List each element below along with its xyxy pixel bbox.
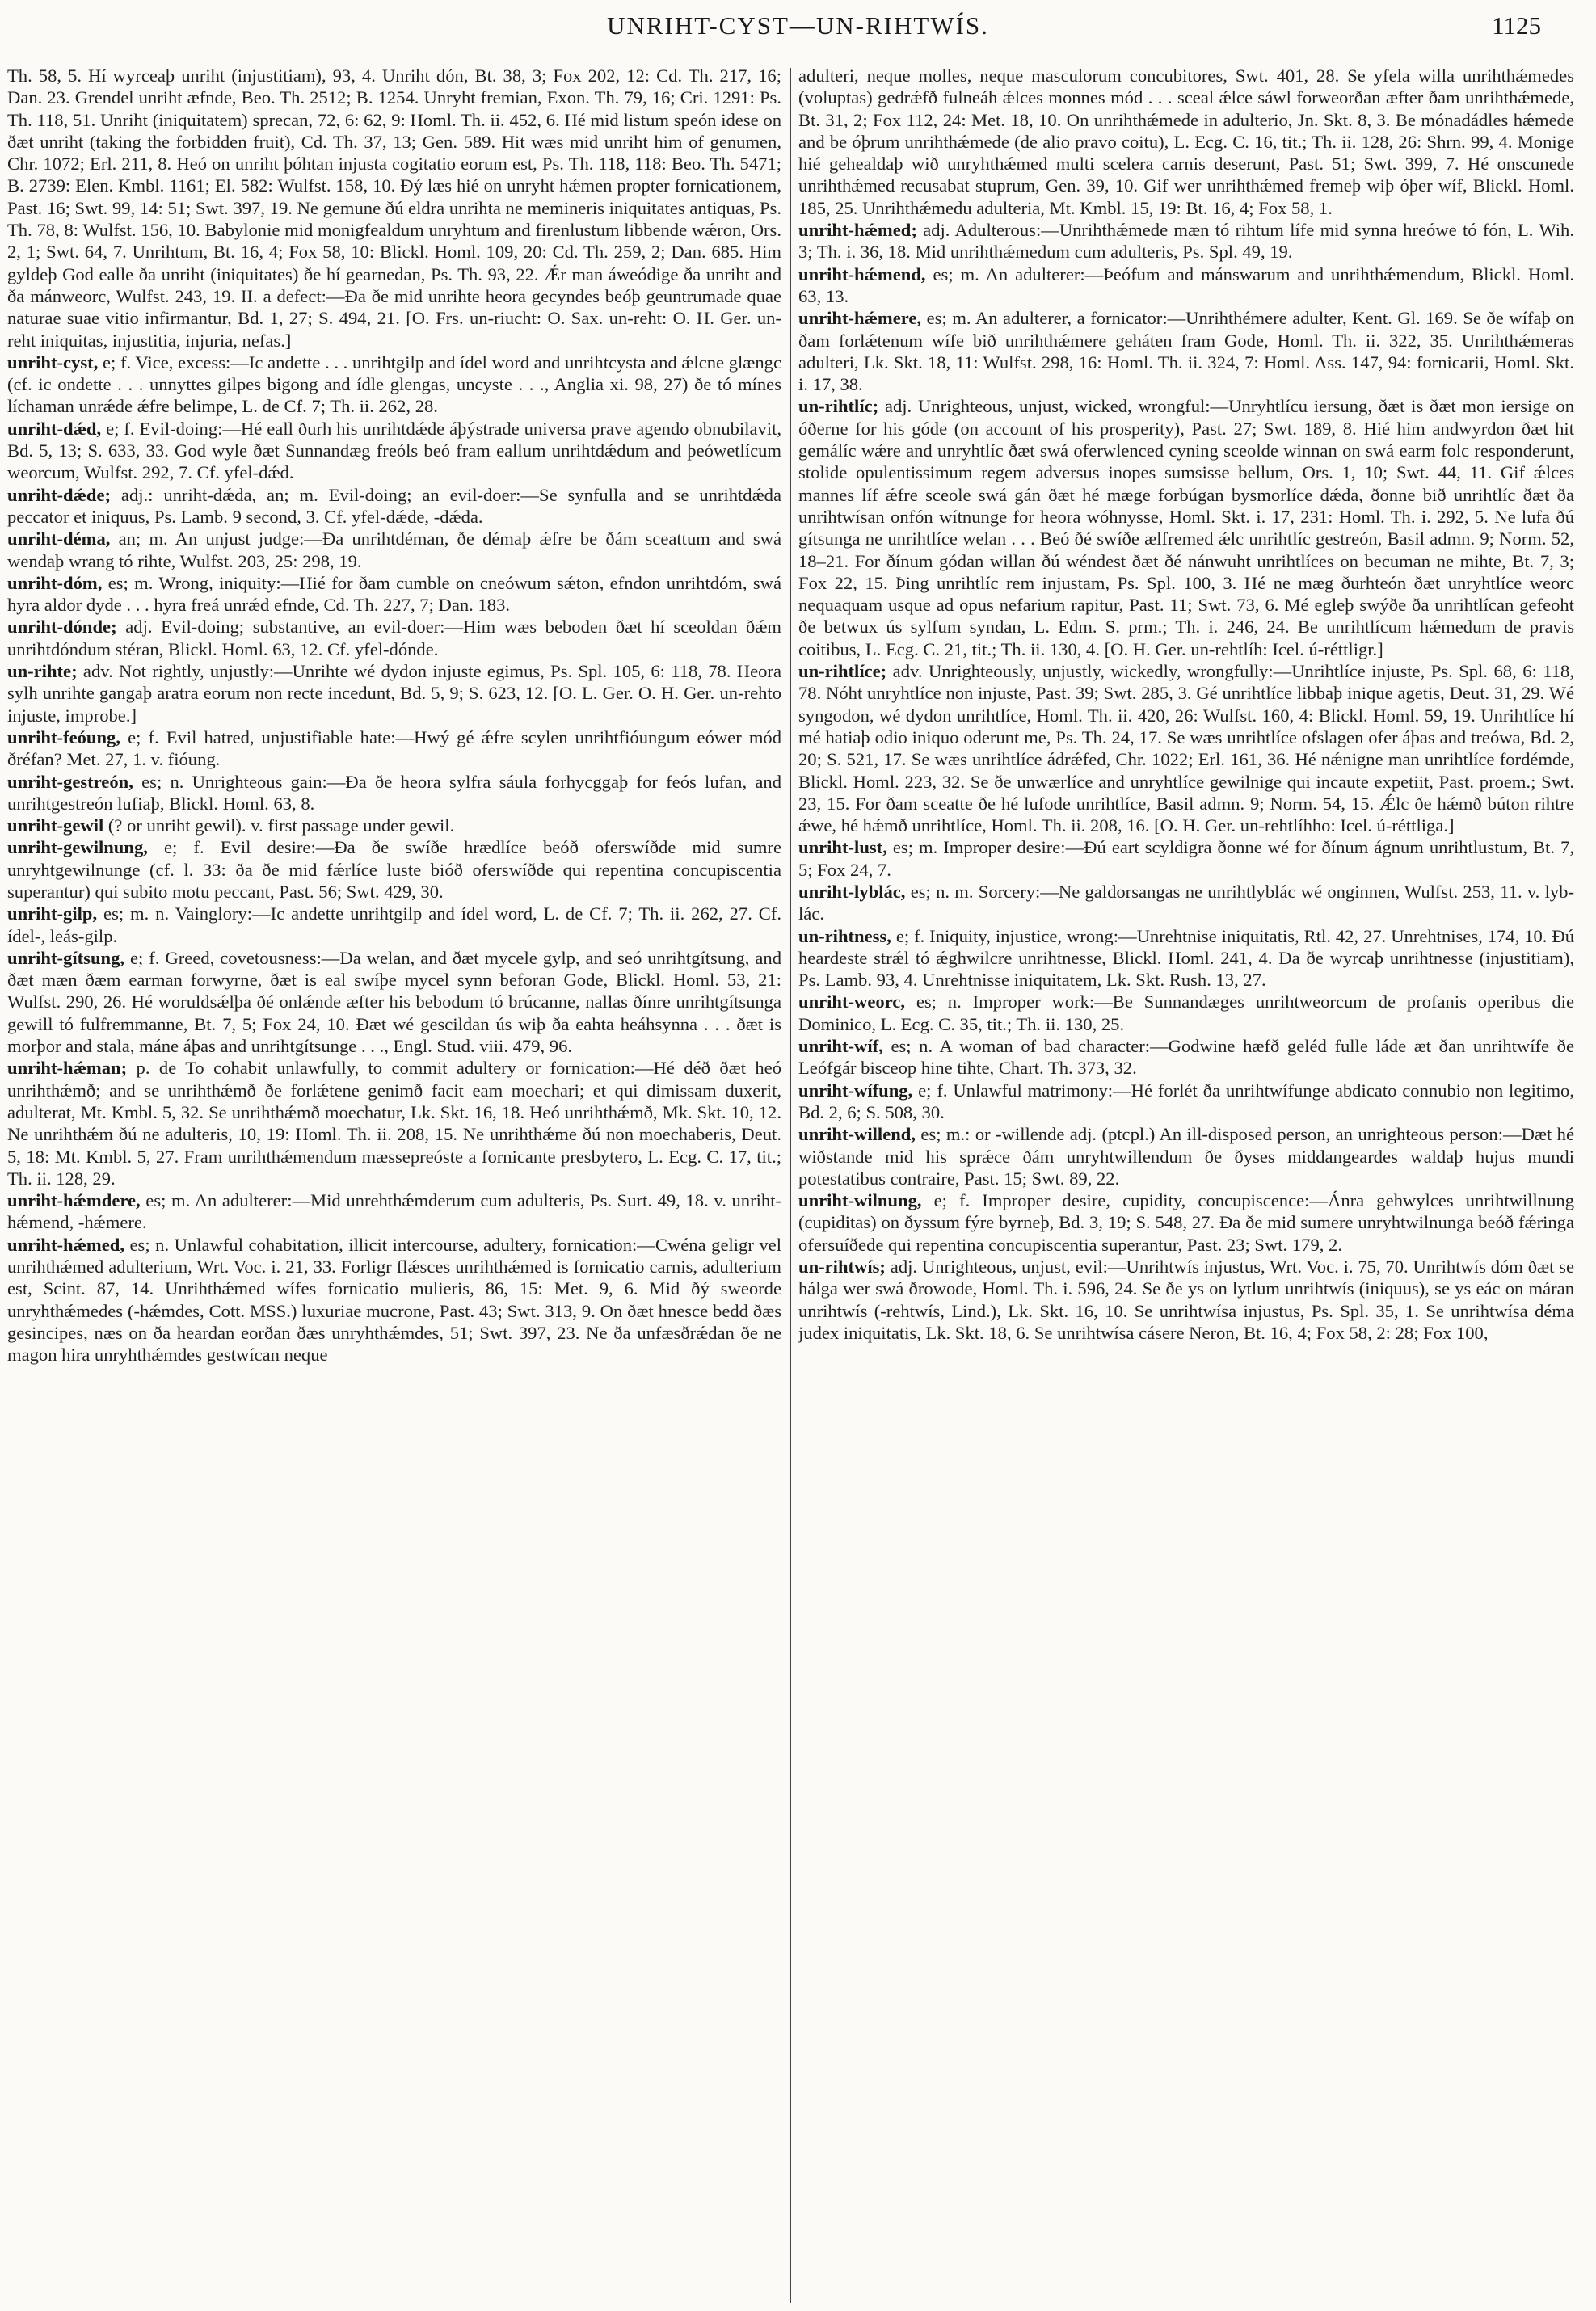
entry-definition: es; m. An adulterer:—Mid unrehthǽmderum cum adulteris, Ps. Surt. 49, 18. v. unriht-hǽmend, -hǽmere. [7,1190,781,1233]
entry-definition: es; m. n. Vainglory:—Ic andette unrihtgilp and ídel word, L. de Cf. 7; Th. ii. 262, 27. Cf. ídel-, leás-gilp. [7,903,781,946]
entry-headword: unriht-hǽmend, [798,263,926,284]
entry-definition: e; f. Evil-doing:—Hé eall ðurh his unrihtdǽde áþýstrade universa prave agendo obnubilavit, Bd. 5, 13; S. 633, 33. God wyle ðæt Sunnandæg freóls beó fram eallum unrihtdǽdum and þeówetlícum weorcum, Wulfst. 292, 7. Cf. yfel-dǽd. [7,418,781,483]
entry-headword: unriht-gítsung, [7,947,125,968]
entry-headword: unriht-dǽde; [7,484,112,505]
dictionary-entry [798,1123,1574,1189]
dictionary-entry [798,1035,1574,1080]
entry-headword: unriht-feóung, [7,726,120,747]
left-column [7,65,781,1366]
entry-headword: unriht-gewilnung, [7,837,148,858]
entry-definition: adv. Unrighteously, unjustly, wickedly, wrongfully:—Unrihtlíce injuste, Ps. Spl. 68, 6: 118, 78. Nóht unryhtlíce non injuste, Past. 39; Swt. 285, 3. Gé unrihtlíce libbaþ inique agetis, Deut. 31, 29. Wé syngodon, wé dydon unrihtlíce, Homl. Th. ii. 420, 26: Wulfst. 160, 4: Blickl. Homl. 59, 19. Unrihtlíce hí mé hatiaþ odio iniquo oderunt me, Ps. Th. 24, 17. Se wæs unrihtlíce ofslagen ofer áþas and treówa, Bd. 2, 20; S. 521, 17. Se wæs unrihtlíce ádrǽfed, Chr. 1022; Erl. 161, 36. Hé nǽnigne man unrihtlíce fordémde, Blickl. Homl. 223, 32. Se ðe unwærlíce and unryhtlíce gewilnige qui incaute expetiit, Past. proem.; Swt. 23, 15. For ðam sceatte ðe hé lufode unrihtlíce, Basil admn. 9; Norm. 54, 15. Ǽlc ðe hǽmð búton rihtre ǽwe, hé hǽmð unrihtlíce, Homl. Th. ii. 208, 16. [O. H. Ger. un-rehtlíhho: Icel. ú-réttliga.] [798,661,1574,836]
right-column [798,65,1574,1344]
entry-headword: unriht-gestreón, [7,771,133,792]
dictionary-entry [7,528,781,572]
dictionary-entry [7,65,781,351]
dictionary-entry [798,307,1574,395]
dictionary-entry [798,1080,1574,1124]
dictionary-entry [798,925,1574,991]
running-head [48,11,1548,44]
entry-definition: adj. Unrighteous, unjust, wicked, wrongful:—Unryhtlícu iersung, ðæt is ðæt mon iersige on óðerne for his góde (on account of his prosperity), Past. 27; Swt. 189, 8. Hié him andwyrdon ðæt hit gemálíc wǽre and unryhtlíc ðæt swá oferwlenced cyning sceolde winnan on swá earm folc responderunt, stolide opulentissimum regem adversus inopes sumsisse bellum, Ors. 1, 10; Swt. 44, 11. Gif ǽlces mannes líf ǽfre sceole swá gán ðæt hé mæge forbúgan bysmorlíce dǽda, ðonne bið unrihtlíc ðæt ða unrihtwísan onfón wítnunge for heora wóhnysse, Homl. Skt. i. 17, 231: Homl. Th. i. 292, 5. Ne lufa ðú gítsunga ne unrihtlíce welan . . . Beó ðé swíðe ælfremed ǽlc unrihtlíc gestreón, Basil admn. 9; Norm. 52, 18–21. For ðínum gódan willan ðú wéndest ðæt ðé nánwuht unrihtlíces on becuman ne mihte, Bt. 7, 3; Fox 22, 15. Þing unrihtlíc rem injustam, Ps. Spl. 100, 3. Hé ne mæg ðurhteón ðæt unryhtlíce weorc nequaquam usque ad opus nefarium rapitur, Past. 11; Swt. 73, 6. Mé egleþ swýðe ða unrihtlícan gefeoht ðe betwux ús sylfum syndan, L. Edm. S. prm.; Th. i. 246, 24. Be unrihtlícum hǽmedum de pravis coitibus, L. Ecg. C. 21, tit.; Th. ii. 130, 4. [O. H. Ger. un-rehtlíh: Icel. ú-réttligr.] [798,396,1574,659]
entry-headword: unriht-déma, [7,528,111,549]
entry-definition: adulteri, neque molles, neque masculorum concubitores, Swt. 401, 28. Se yfela willa unrihthǽmedes (voluptas) gedrǽfð fulneáh ǽlces monnes mód . . . sceal ǽlce sáwl forweorðan æfter ðam unrihthǽmede, Bt. 31, 2; Fox 112, 24: Met. 18, 10. On unrihthǽmede in adulterio, Jn. Skt. 8, 3. Be mónadádles hǽmede and be óþrum unrihthǽmede (de alio pravo coitu), L. Ecg. C. 16, tit.; Th. ii. 128, 26: Shrn. 99, 4. Monige hié gehealdaþ wið unryhthǽmed multi scelera carnis deserunt, Past. 51; Swt. 399, 7. Hé onscunede unrihthǽmed recusabat stuprum, Gen. 39, 10. Gif wer unrihthǽmed fremeþ wiþ óþer wíf, Blickl. Homl. 185, 25. Unrihthǽmedu adulteria, Mt. Kmbl. 15, 19: Bt. 16, 4; Fox 58, 1. [798,65,1574,218]
dictionary-entry [7,1189,781,1234]
entry-definition: e; f. Vice, excess:—Ic andette . . . unrihtgilp and ídel word and unrihtcysta and ǽlcne glængc (cf. ic ondette . . . unnyttes gilpes bigong and ídle glengas, uncyste . . ., Anglia xi. 98, 27) ðe tó mínes líchaman unrǽde ǽfre belimpe, L. de Cf. 7; Th. ii. 262, 28. [7,351,781,417]
entry-definition: an; m. An unjust judge:—Ða unrihtdéman, ðe démaþ ǽfre be ðám sceattum and swá wendaþ wrang tó rihte, Wulfst. 203, 25: 298, 19. [7,528,781,571]
dictionary-entry [798,395,1574,660]
column-divider [790,68,791,2303]
entry-definition: es; n. Improper work:—Be Sunnandæges unrihtweorcum de profanis operibus die Dominico, L. Ecg. C. 35, tit.; Th. ii. 130, 25. [798,991,1574,1034]
entry-headword: unriht-dóm, [7,572,103,593]
entry-definition: es; n. m. Sorcery:—Ne galdorsangas ne unrihtlyblác wé onginnen, Wulfst. 253, 11. v. lyb-lác. [798,881,1574,924]
dictionary-entry [7,1057,781,1189]
entry-headword: un-rihtlíce; [798,661,887,682]
dictionary-entry [7,351,781,418]
dictionary-entry [7,572,781,617]
entry-definition: e; f. Improper desire, cupidity, concupiscence:—Ánra gehwylces unrihtwillnung (cupiditas) on ðyssum fýre byrneþ, Bd. 3, 19; S. 548, 27. Ða ðe mid sumere unryhtwilnunga beóð fǽringa ofersuíðede qui repentina concupiscentia superantur, Past. 23; Swt. 179, 2. [798,1190,1574,1255]
entry-definition: es; n. A woman of bad character:—Godwine hæfð geléd fulle láde æt ðan unrihtwífe ðe Leófgár bisceop hine tihte, Chart. Th. 373, 32. [798,1036,1574,1079]
dictionary-entry [7,484,781,528]
dictionary-entry [7,836,781,903]
dictionary-entry [7,815,781,836]
entry-headword: unriht-hǽmere, [798,308,922,329]
entry-definition: (? or unriht gewil). v. first passage under gewil. [103,815,455,836]
entry-headword: unriht-hǽman; [7,1058,128,1079]
dictionary-entry [798,836,1574,881]
entry-definition: adj. Evil-doing; substantive, an evil-doer:—Him wæs beboden ðæt hí sceoldan ðǽm unrihtdóndum stéran, Blickl. Homl. 63, 12. Cf. yfel-dónde. [7,617,781,659]
entry-definition: adj.: unriht-dǽda, an; m. Evil-doing; an evil-doer:—Se synfulla and se unrihtdǽda peccator et iniquus, Ps. Lamb. 9 second, 3. Cf. yfel-dǽde, -dǽda. [7,484,781,527]
entry-definition: adv. Not rightly, unjustly:—Unrihte wé dydon injuste egimus, Ps. Spl. 105, 6: 118, 78. Heora sylh unrihte gangaþ aratra eorum non recte incedunt, Bd. 5, 9; S. 623, 12. [O. L. Ger. O. H. Ger. un-rehto injuste, improbe.] [7,661,781,726]
entry-definition: e; f. Evil desire:—Ða ðe swíðe hrædlíce beóð oferswíðde mid sumre unryhtgewilnunge (cf. l. 33: ða ðe mid fǽrlíce luste bióð oferswíðde qui repentina concupiscentia superantur) qui subito motu peccant, Past. 56; Swt. 429, 30. [7,837,781,902]
entry-headword: unriht-gewil [7,815,104,836]
dictionary-entry [7,418,781,484]
entry-definition: es; n. Unrighteous gain:—Ða ðe heora sylfra sáula forhycggaþ for feós lufan, and unrihtgestreón lufiaþ, Blickl. Homl. 63, 8. [7,771,781,814]
entry-headword: unriht-dónde; [7,617,117,638]
entry-definition: es; m.: or -willende adj. (ptcpl.) An ill-disposed person, an unrighteous person:—Ðæt hé wiðstande mid his sprǽce ðám unryhtwillendum ðe ðyses middangeardes waldaþ hujus mundi potestatibus contraire, Past. 15; Swt. 89, 22. [798,1124,1574,1189]
dictionary-entry [798,219,1574,263]
entry-headword: unriht-willend, [798,1124,916,1145]
entry-headword: unriht-gilp, [7,903,98,924]
entry-headword: unriht-hǽmed; [798,220,917,241]
entry-headword: unriht-weorc, [798,991,905,1012]
entry-headword: unriht-lyblác, [798,881,906,902]
dictionary-entry [7,903,781,947]
entry-headword: un-rihtness, [798,925,891,946]
dictionary-entry [7,726,781,771]
entry-definition: adj. Adulterous:—Unrihthǽmede mæn tó rihtum lífe mid synna hreówe tó fón, L. Wih. 3; Th. i. 36, 18. Mid unrihthǽmedum cum adulteris, Ps. Spl. 49, 19. [798,220,1574,263]
entry-definition: es; n. Unlawful cohabitation, illicit intercourse, adultery, fornication:—Cwéna geligr vel unrihthǽmed adulterium, Wrt. Voc. i. 21, 33. Forligr flǽsces unrihthǽmed is fornicatio carnis, adulterium est, Scint. 87, 14. Unrihthǽmed wífes fornicatio mulieris, 86, 15: Met. 9, 6. Mid ðý sweorde unryhthǽmedes (-hǽmdes, Cott. MSS.) luxuriae mucrone, Past. 43; Swt. 313, 9. On ðæt hnesce bedd ðæs gesincipes, næs on ða heardan eorðan ðæs unryhthǽmdes, 51; Swt. 397, 23. Ne ða unfæsðrǽdan ðe ne magon hira unryhthǽmdes gestwícan neque [7,1234,781,1366]
dictionary-entry [7,771,781,815]
entry-headword: unriht-wilnung, [798,1190,922,1211]
entry-definition: es; m. Improper desire:—Ðú eart scyldigra ðonne wé for ðínum ágnum unrihtlustum, Bt. 7, 5; Fox 24, 7. [798,837,1574,880]
entry-definition: es; m. Wrong, iniquity:—Hié for ðam cumble on cneówum sǽton, efndon unrihtdóm, swá hyra aldor dyde . . . hyra freá unrǽd efnde, Cd. Th. 227, 7; Dan. 183. [7,572,781,616]
dictionary-entry [798,1256,1574,1344]
entry-headword: un-rihtwís; [798,1257,886,1278]
entry-headword: unriht-wíf, [798,1036,883,1057]
entry-definition: e; f. Greed, covetousness:—Ða welan, and ðæt mycele gylp, and seó unrihtgítsung, and ðæt mæn ðæm earman forwyrne, ðæt is eal swíþe mycel synn beforan Gode, Blickl. Homl. 53, 21: Wulfst. 290, 26. Hé woruldsǽlþa ðé onlǽnde æfter his bebodum tó brúcanne, nallas ðínre unrihtgítsunga gewill tó fulfremmanne, Bt. 7, 5; Fox 24, 10. Ðæt wé gescildan ús wiþ ða eahta heáhsynna . . . ðæt is morþor and stala, máne áþas and unrihtgítsunge . . ., Engl. Stud. viii. 479, 96. [7,947,781,1057]
entry-definition: es; m. An adulterer:—Þeófum and mánswarum and unrihthǽmendum, Blickl. Homl. 63, 13. [798,263,1574,306]
entry-definition: adj. Unrighteous, unjust, evil:—Unrihtwís injustus, Wrt. Voc. i. 75, 70. Unrihtwís dóm ðæt se hálga wer swá ðrowode, Homl. Th. i. 596, 24. Se ðe ys on lytlum unrihtwís (iniquus), se ys eác on máran unrihtwís (-rehtwís, Lind.), Lk. Skt. 16, 10. Se unrihtwísa injustus, Ps. Spl. 35, 1. Se unrihtwísa déma judex iniquitatis, Lk. Skt. 18, 6. Se unrihtwísa cásere Neron, Bt. 16, 4; Fox 58, 2: 28; Fox 100, [798,1257,1574,1343]
entry-headword: unriht-hǽmdere, [7,1190,141,1211]
dictionary-entry [798,1189,1574,1256]
dictionary-entry [798,881,1574,925]
entry-headword: un-rihte; [7,661,78,682]
entry-headword: unriht-dǽd, [7,418,102,439]
page-number: 1125 [1492,11,1541,40]
entry-headword: unriht-wífung, [798,1080,913,1101]
dictionary-entry [7,660,781,726]
dictionary-entry [798,263,1574,308]
dictionary-entry [7,947,781,1057]
page-title: UNRIHT-CYST—UN-RIHTWÍS. [607,11,989,40]
entry-definition: e; f. Unlawful matrimony:—Hé forlét ða unrihtwífunge abdicato connubio non legitimo, Bd. 2, 6; S. 508, 30. [798,1080,1574,1122]
dictionary-entry [798,65,1574,219]
entry-definition: p. de To cohabit unlawfully, to commit adultery or fornication:—Hé déð ðæt heó unrihthǽmð; and se unrihthǽmð ðe forlǽtene genimð facit eam moechari; et qui dimissam duxerit, adulterat, Mt. Kmbl. 5, 32. Se unrihthǽmð moechatur, Lk. Skt. 16, 18. Heó unrihthǽmð, Mk. Skt. 10, 12. Ne unrihthǽm ðú ne adulteris, 10, 19: Homl. Th. ii. 208, 15. Ne unrihthǽme ðú non moechaberis, Deut. 5, 18: Mt. Kmbl. 5, 27. Fram unrihthǽmendum mæssepreóste a fornicante presbytero, L. Ecg. C. 17, tit.; Th. ii. 128, 29. [7,1058,781,1189]
dictionary-entry [798,991,1574,1035]
entry-definition: Th. 58, 5. Hí wyrceaþ unriht (injustitiam), 93, 4. Unriht dón, Bt. 38, 3; Fox 202, 12: Cd. Th. 217, 16; Dan. 23. Grendel unriht æfnde, Beo. Th. 2512; B. 1254. Unryht fremian, Exon. Th. 79, 16; Cri. 1291: Ps. Th. 118, 51. Unriht (iniquitatem) sprecan, 72, 6: 62, 9: Homl. Th. ii. 452, 6. Hé mid listum speón idese on ðæt unriht (taking the forbidden fruit), Cd. Th. 37, 13; Gen. 589. Hit wæs mid unriht him of genumen, Chr. 1072; Erl. 211, 8. Heó on unriht þóhtan injusta cogitatio eorum est, Ps. Th. 118, 118: Beo. Th. 5471; B. 2739: Elen. Kmbl. 1161; El. 582: Wulfst. 158, 10. Ðý læs hié on unryht hǽmen propter fornicationem, Past. 16; Swt. 99, 14: 51; Swt. 397, 19. Ne gemune ðú eldra unrihta ne memineris iniquitates antiquas, Ps. Th. 78, 8: Wulfst. 156, 10. Babylonie mid monigfealdum unryhtum and firenlustum libbende wǽron, Ors. 2, 1; Swt. 64, 7. Unrihtum, Bt. 16, 4; Fox 58, 10: Blickl. Homl. 109, 20: Cd. Th. 259, 2; Dan. 685. Him gyldeþ God ealle ða unriht (iniquitates) ðe hí gearnedan, Ps. Th. 93, 22. Ǽr man áweódige ða unriht and ða mánweorc, Wulfst. 243, 19. II. a defect:—Ða ðe mid unrihte heora gecyndes beóþ geuntrumade quae naturae suae vitio infirmantur, Bd. 1, 27; S. 494, 21. [O. Frs. un-riucht: O. Sax. un-reht: O. H. Ger. un-reht iniquitas, injustitia, injuria, nefas.] [7,65,781,351]
entry-headword: unriht-lust, [798,837,887,858]
dictionary-entry [7,1234,781,1366]
entry-headword: unriht-cyst, [7,351,99,373]
entry-headword: unriht-hǽmed, [7,1234,124,1255]
entry-definition: es; m. An adulterer, a fornicator:—Unrihthémere adulter, Kent. Gl. 169. Se ðe wífaþ on ðam forlǽtenum wífe bið unrihthǽmere geháten fram Gode, Homl. Th. ii. 322, 35. Unrihthǽmeras adulteri, Lk. Skt. 18, 11: Wulfst. 298, 16: Homl. Th. ii. 324, 7: Homl. Ass. 147, 94: fornicarii, Homl. Skt. i. 17, 38. [798,308,1574,395]
dictionary-entry [7,616,781,660]
entry-definition: e; f. Iniquity, injustice, wrong:—Unrehtnise iniquitatis, Rtl. 42, 27. Unrehtnises, 174, 10. Ðú heardeste strǽl tó ǽghwilcre unrihtnesse, Blickl. Homl. 241, 4. Ða ðe wyrcaþ unrihtnesse (injustitiam), Ps. Lamb. 93, 4. Unrehtnisse iniquitatem, Lk. Skt. Rush. 13, 27. [798,925,1574,991]
entry-definition: e; f. Evil hatred, unjustifiable hate:—Hwý gé ǽfre scylen unrihtfióungum eówer mód ðréfan? Met. 27, 1. v. fióung. [7,726,781,770]
dictionary-entry [798,660,1574,836]
entry-headword: un-rihtlíc; [798,396,879,417]
